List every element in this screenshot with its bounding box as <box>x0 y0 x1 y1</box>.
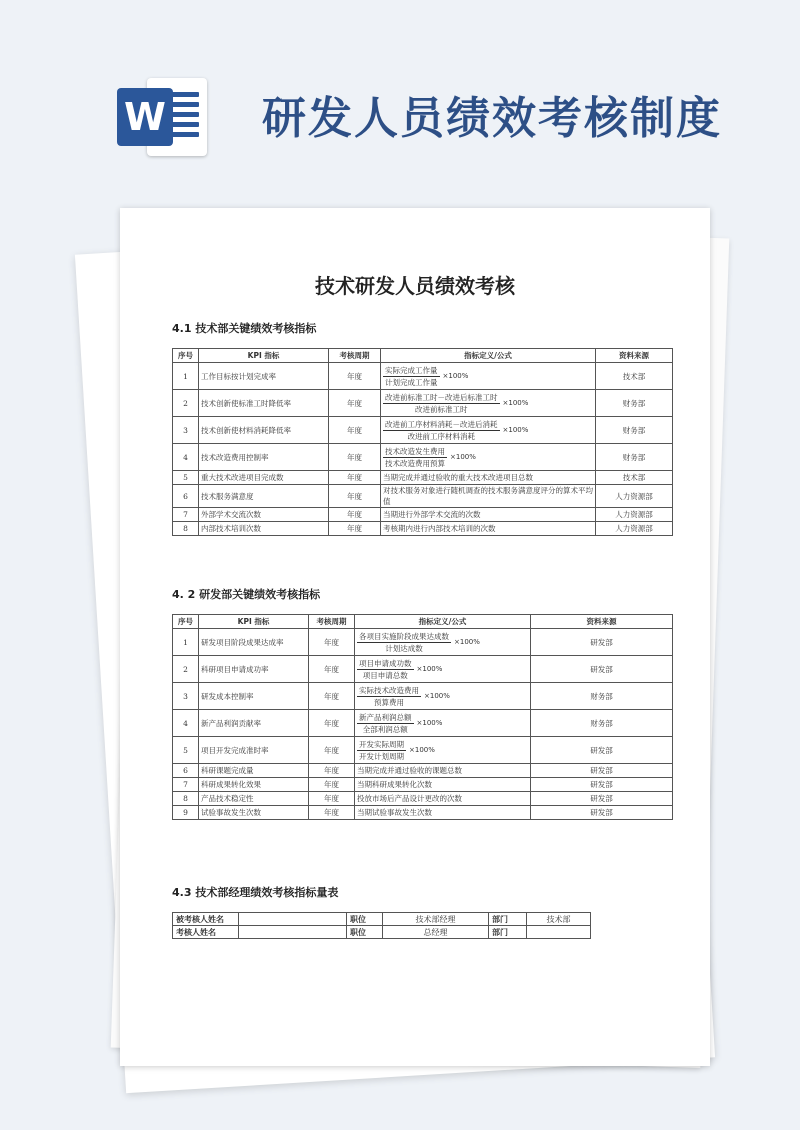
kpi-name: 产品技术稳定性 <box>199 792 309 806</box>
row-number: 7 <box>173 508 199 522</box>
table-row <box>173 417 673 444</box>
formula-denominator: 预算费用 <box>374 697 404 707</box>
row-number: 6 <box>173 764 199 778</box>
assessment-period: 年度 <box>309 683 355 710</box>
table-header-row <box>173 349 673 363</box>
kpi-name: 科研课题完成量 <box>199 764 309 778</box>
row-number: 4 <box>173 710 199 737</box>
assessment-period: 年度 <box>309 806 355 820</box>
table-row <box>173 390 673 417</box>
formula-numerator: 技术改造发生费用 <box>385 446 445 456</box>
header-source: 资料来源 <box>596 349 673 363</box>
row-number: 3 <box>173 417 199 444</box>
row-number: 2 <box>173 390 199 417</box>
definition-formula <box>381 363 596 390</box>
header-source: 资料来源 <box>531 615 673 629</box>
data-source: 研发部 <box>531 629 673 656</box>
assessment-period: 年度 <box>309 710 355 737</box>
header-no: 序号 <box>173 615 199 629</box>
section1-heading: 4.1 技术部关键绩效考核指标 <box>172 322 317 335</box>
definition-formula <box>381 508 596 522</box>
assessment-period: 年度 <box>329 485 381 508</box>
formula-numerator: 开发实际周期 <box>359 739 404 749</box>
formula-multiplier: ×100% <box>409 746 435 754</box>
assessment-period: 年度 <box>329 390 381 417</box>
tech-kpi-table <box>172 348 673 536</box>
assessment-period: 年度 <box>309 792 355 806</box>
assessment-period: 年度 <box>309 737 355 764</box>
row-number: 5 <box>173 737 199 764</box>
banner-title: 研发人员绩效考核制度 <box>262 93 722 144</box>
kpi-name: 试验事故发生次数 <box>199 806 309 820</box>
data-source: 研发部 <box>531 792 673 806</box>
position-value: 总经理 <box>383 926 489 939</box>
definition-formula <box>355 778 531 792</box>
position-value: 技术部经理 <box>383 913 489 926</box>
formula-denominator: 开发计划周期 <box>359 751 404 761</box>
definition-text: 当期科研成果转化次数 <box>357 780 432 789</box>
table-row <box>173 764 673 778</box>
kpi-name: 工作目标按计划完成率 <box>199 363 329 390</box>
assessor-name-field[interactable] <box>239 926 347 939</box>
definition-formula <box>355 710 531 737</box>
word-icon <box>117 74 209 160</box>
department-label: 部门 <box>489 926 527 939</box>
banner <box>0 0 800 190</box>
definition-formula <box>355 806 531 820</box>
definition-formula <box>355 764 531 778</box>
formula-multiplier: ×100% <box>416 665 443 673</box>
data-source: 研发部 <box>531 737 673 764</box>
kpi-name: 技术创新使标准工时降低率 <box>199 390 329 417</box>
definition-text: 考核期内进行内部技术培训的次数 <box>383 524 496 533</box>
formula-fraction <box>357 685 421 708</box>
header-no: 序号 <box>173 349 199 363</box>
table-row <box>173 444 673 471</box>
formula-denominator: 改进前标准工时 <box>415 404 468 414</box>
formula-numerator: 实际技术改造费用 <box>359 685 419 695</box>
data-source: 研发部 <box>531 806 673 820</box>
word-badge: W <box>117 88 173 146</box>
assessment-period: 年度 <box>329 417 381 444</box>
table-row <box>173 508 673 522</box>
formula-denominator: 计划完成工作量 <box>385 377 438 387</box>
row-number: 8 <box>173 522 199 536</box>
data-source: 人力资源部 <box>596 508 673 522</box>
kpi-name: 重大技术改进项目完成数 <box>199 471 329 485</box>
kpi-name: 科研项目申请成功率 <box>199 656 309 683</box>
definition-text: 对技术服务对象进行随机调查的技术服务满意度评分的算术平均值 <box>383 486 593 506</box>
formula-numerator: 改进前标准工时－改进后标准工时 <box>385 392 498 402</box>
table-row <box>173 522 673 536</box>
definition-text: 当期进行外部学术交流的次数 <box>383 510 481 519</box>
kpi-name: 内部技术培训次数 <box>199 522 329 536</box>
definition-formula <box>381 417 596 444</box>
definition-formula <box>381 471 596 485</box>
data-source: 研发部 <box>531 656 673 683</box>
position-label: 职位 <box>347 926 383 939</box>
row-number: 7 <box>173 778 199 792</box>
table-row <box>173 629 673 656</box>
header-period: 考核周期 <box>329 349 381 363</box>
row-number: 5 <box>173 471 199 485</box>
assessment-period: 年度 <box>329 444 381 471</box>
definition-text: 当期完成并通过验收的课题总数 <box>357 766 462 775</box>
formula-multiplier: ×100% <box>416 719 443 727</box>
data-source: 人力资源部 <box>596 485 673 508</box>
row-number: 8 <box>173 792 199 806</box>
formula-denominator: 全部利润总额 <box>362 724 408 734</box>
formula-fraction <box>357 658 414 681</box>
header-kpi: KPI 指标 <box>199 349 329 363</box>
assessee-name-field[interactable] <box>239 913 347 926</box>
definition-formula <box>355 629 531 656</box>
kpi-name: 技术服务满意度 <box>199 485 329 508</box>
table-row <box>173 792 673 806</box>
kpi-name: 科研成果转化效果 <box>199 778 309 792</box>
row-number: 6 <box>173 485 199 508</box>
formula-numerator: 各项目实施阶段成果达成数 <box>359 631 449 641</box>
kpi-name: 新产品利润贡献率 <box>199 710 309 737</box>
assessment-period: 年度 <box>329 508 381 522</box>
header-kpi: KPI 指标 <box>199 615 309 629</box>
kpi-name: 研发成本控制率 <box>199 683 309 710</box>
row-number: 2 <box>173 656 199 683</box>
data-source: 人力资源部 <box>596 522 673 536</box>
data-source: 研发部 <box>531 764 673 778</box>
department-label: 部门 <box>489 913 527 926</box>
formula-fraction <box>383 446 447 469</box>
document-title: 技术研发人员绩效考核 <box>315 274 515 298</box>
formula-fraction <box>383 365 440 388</box>
assessment-period: 年度 <box>329 363 381 390</box>
row-number: 3 <box>173 683 199 710</box>
definition-formula <box>355 737 531 764</box>
formula-multiplier: ×100% <box>454 638 480 646</box>
assessment-period: 年度 <box>329 522 381 536</box>
formula-fraction <box>357 739 406 762</box>
table-row <box>173 778 673 792</box>
data-source: 财务部 <box>596 444 673 471</box>
formula-denominator: 技术改造费用预算 <box>385 458 445 468</box>
definition-formula <box>355 792 531 806</box>
formula-multiplier: ×100% <box>502 426 529 434</box>
formula-fraction <box>383 419 500 442</box>
table-row <box>173 656 673 683</box>
header-definition: 指标定义/公式 <box>355 615 531 629</box>
formula-denominator: 项目申请总数 <box>362 670 408 680</box>
formula-multiplier: ×100% <box>450 453 476 461</box>
assessor-name-label: 考核人姓名 <box>173 926 239 939</box>
table-row <box>173 485 673 508</box>
table-row <box>173 806 673 820</box>
position-label: 职位 <box>347 913 383 926</box>
definition-text: 当期试验事故发生次数 <box>357 808 432 817</box>
row-number: 1 <box>173 629 199 656</box>
definition-formula <box>381 444 596 471</box>
kpi-name: 技术创新使材料消耗降低率 <box>199 417 329 444</box>
definition-formula <box>381 485 596 508</box>
header-definition: 指标定义/公式 <box>381 349 596 363</box>
assessment-period: 年度 <box>309 764 355 778</box>
header-period: 考核周期 <box>309 615 355 629</box>
formula-multiplier: ×100% <box>502 399 529 407</box>
table-row <box>173 913 591 926</box>
kpi-name: 研发项目阶段成果达成率 <box>199 629 309 656</box>
definition-formula <box>355 683 531 710</box>
formula-numerator: 改进前工序材料消耗－改进后消耗 <box>385 419 498 429</box>
definition-text: 投放市场后产品设计更改的次数 <box>357 794 462 803</box>
table-row <box>173 710 673 737</box>
assessment-period: 年度 <box>309 629 355 656</box>
formula-fraction <box>357 631 451 654</box>
formula-fraction <box>357 712 414 735</box>
kpi-name: 外部学术交流次数 <box>199 508 329 522</box>
table-row <box>173 683 673 710</box>
section2-heading: 4. 2 研发部关键绩效考核指标 <box>172 588 321 601</box>
formula-multiplier: ×100% <box>442 372 469 380</box>
table-row <box>173 363 673 390</box>
formula-multiplier: ×100% <box>424 692 450 700</box>
department-value[interactable] <box>527 926 591 939</box>
table-row <box>173 737 673 764</box>
table-row <box>173 471 673 485</box>
formula-denominator: 改进前工序材料消耗 <box>407 431 475 441</box>
formula-numerator: 新产品利润总额 <box>359 712 412 722</box>
assessment-period: 年度 <box>309 656 355 683</box>
table-header-row <box>173 615 673 629</box>
data-source: 财务部 <box>531 683 673 710</box>
row-number: 9 <box>173 806 199 820</box>
data-source: 财务部 <box>596 417 673 444</box>
definition-text: 当期完成并通过验收的重大技术改进项目总数 <box>383 473 533 482</box>
data-source: 财务部 <box>531 710 673 737</box>
data-source: 研发部 <box>531 778 673 792</box>
assessee-name-label: 被考核人姓名 <box>173 913 239 926</box>
kpi-name: 项目开发完成准时率 <box>199 737 309 764</box>
kpi-name: 技术改造费用控制率 <box>199 444 329 471</box>
section3-heading: 4.3 技术部经理绩效考核指标量表 <box>172 886 339 899</box>
department-value: 技术部 <box>527 913 591 926</box>
definition-formula <box>355 656 531 683</box>
document-page <box>120 208 710 1066</box>
row-number: 4 <box>173 444 199 471</box>
assessment-period: 年度 <box>309 778 355 792</box>
formula-fraction <box>383 392 500 415</box>
data-source: 技术部 <box>596 363 673 390</box>
data-source: 财务部 <box>596 390 673 417</box>
table-row <box>173 926 591 939</box>
row-number: 1 <box>173 363 199 390</box>
definition-formula <box>381 390 596 417</box>
assessment-period: 年度 <box>329 471 381 485</box>
rd-kpi-table <box>172 614 673 820</box>
manager-kpi-scale-table <box>172 912 591 939</box>
formula-numerator: 项目申请成功数 <box>359 658 412 668</box>
definition-formula <box>381 522 596 536</box>
formula-denominator: 计划达成数 <box>385 643 423 653</box>
data-source: 技术部 <box>596 471 673 485</box>
formula-numerator: 实际完成工作量 <box>385 365 438 375</box>
